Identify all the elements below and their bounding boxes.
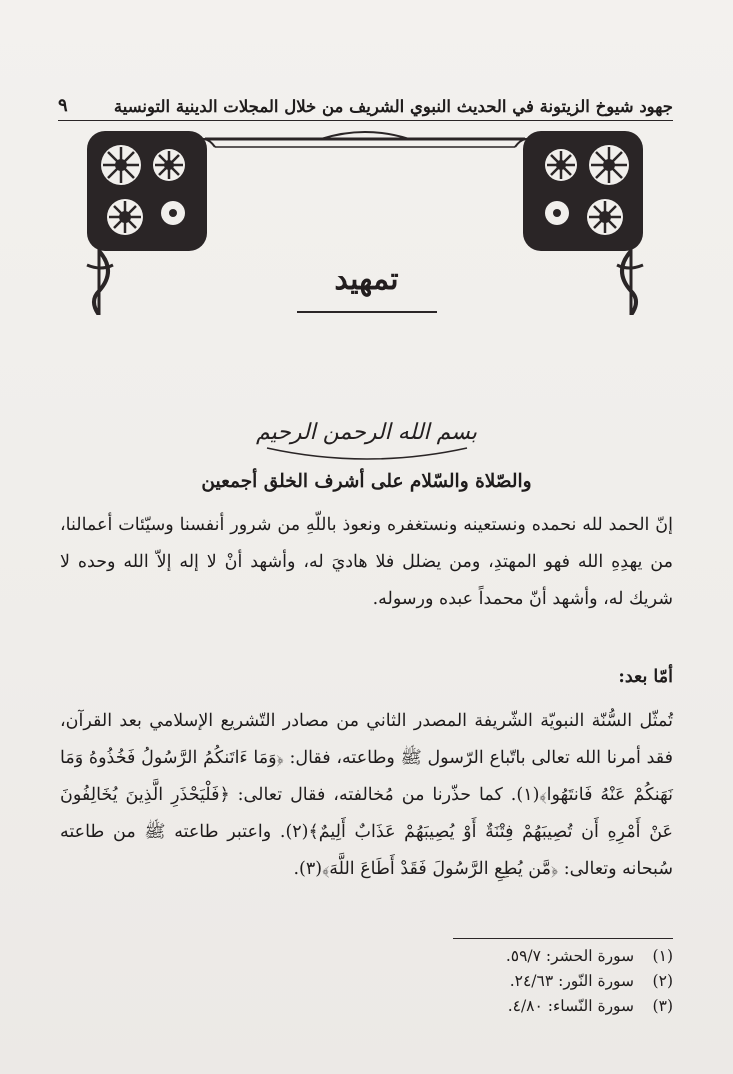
footnote-item: [253, 969, 673, 994]
footnote-number: (١): [652, 947, 673, 965]
basmala-calligraphy: بسم الله الرحمن الرحيم: [255, 420, 478, 445]
footnote-number: (٣): [652, 997, 673, 1015]
footnote-text: سورة النّور: ٢٤/٦٣.: [509, 972, 635, 990]
amma-baad-heading: أمّا بعد:: [618, 667, 673, 687]
footnote-number: (٢): [652, 972, 673, 990]
basmala-flourish: [262, 442, 472, 464]
footnote-item: [253, 944, 673, 969]
section-title: تمهيد: [334, 262, 399, 297]
footnote-text: سورة الحشر: ٥٩/٧.: [505, 947, 635, 965]
title-underline: [297, 311, 437, 313]
footnote-divider: [453, 938, 673, 939]
running-header: [58, 90, 673, 121]
running-title: جهود شيوخ الزيتونة في الحديث النبوي الشريف من خلال المجلات الدينية التونسية: [113, 97, 673, 116]
main-paragraph: تُمثّل السُّنّة النبويّة الشّريفة المصدر الثاني من مصادر التّشريع الإسلامي بعد القرآن، فقد أمرنا الله تعالى باتّباع الرّسول ﷺ وطاعته، فقال: ﴿وَمَا ءَاتَنكُمُ الرَّسُولُ فَخُذُوهُ وَمَا نَهَنكُمْ عَنْهُ فَانتَهُوا﴾(١). كما حذّرنا من مُخالفته، فقال تعالى: ﴿فَلْيَحْذَرِ الَّذِينَ يُخَالِفُونَ عَنْ أَمْرِهِ أَن تُصِيبَهُمْ فِتْنَةٌ أَوْ يُصِيبَهُمْ عَذَابٌ أَلِيمٌ﴾(٢). واعتبر طاعته ﷺ من طاعته سُبحانه وتعالى: ﴿مَّن يُطِعِ الرَّسُولَ فَقَدْ أَطَاعَ اللَّهَ﴾(٣).: [60, 711, 673, 879]
footnotes: [253, 944, 673, 1019]
page-number: ٩: [58, 95, 68, 116]
footnote-text: سورة النّساء: ٤/٨٠.: [507, 997, 635, 1015]
opening-paragraph: إنّ الحمد لله نحمده ونستعينه ونستغفره ونعوذ باللّهِ من شرور أنفسنا وسيّئات أعمالنا، من يهدِهِ الله فهو المهتدِ، ومن يضلل فلا هاديَ له، وأشهد أنْ لا إله إلاّ الله وحده لا شريك له، وأشهد أنّ محمداً عبده ورسوله.: [60, 515, 673, 609]
salutation-line: والصّلاة والسّلام على أشرف الخلق أجمعين: [201, 471, 532, 492]
footnote-item: [253, 994, 673, 1019]
